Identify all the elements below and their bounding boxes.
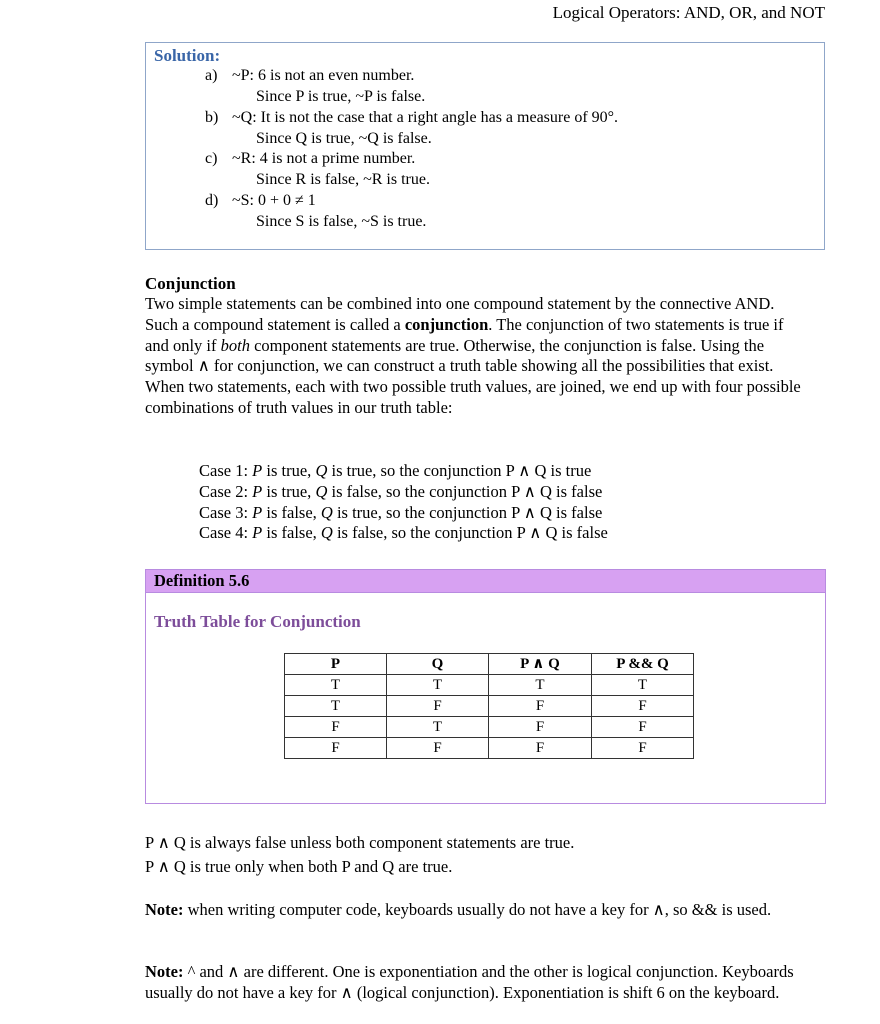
solution-item-statement: ~P: 6 is not an even number. (232, 67, 415, 84)
note-symbols (145, 962, 825, 1004)
paragraph-text: Two simple statements can be combined into one compound statement by the connective AND. Such a compound statement is called a (145, 294, 775, 334)
solution-box (145, 42, 825, 250)
table-cell: F (592, 696, 694, 717)
case-label: Case 4: (199, 523, 253, 543)
case-label: Case 1: (199, 461, 253, 480)
definition-box (145, 569, 826, 804)
summary-line-1: P ∧ Q is always false unless both component statements are true. (145, 833, 575, 852)
conjunction-paragraph (145, 294, 805, 419)
case-var-p: P (252, 502, 263, 522)
table-row (285, 675, 694, 696)
solution-item-reason: Since Q is true, ~Q is false. (256, 130, 432, 147)
table-cell: F (387, 738, 489, 759)
case-var-p: P (252, 523, 263, 543)
case-var-q: Q (315, 461, 328, 480)
case-var-q: Q (320, 502, 333, 522)
table-header-row (285, 654, 694, 675)
note-text: ^ and ∧ are different. One is exponentiation and the other is logical conjunction. Keyboards usually do not have a key for ∧ (logical conjunction). Exponentiation is shift 6 on the keyboard. (145, 962, 794, 1002)
case-text: is true, (262, 461, 316, 480)
solution-item-reason: Since S is false, ~S is true. (256, 213, 427, 230)
note-text: when writing computer code, keyboards usually do not have a key for ∧, so && is used. (183, 900, 772, 919)
table-cell: T (592, 675, 694, 696)
note-label: Note: (145, 962, 184, 981)
table-row (285, 696, 694, 717)
case-line (199, 503, 608, 524)
solution-item-statement: ~S: 0 + 0 ≠ 1 (232, 192, 316, 209)
case-var-q: Q (315, 481, 328, 501)
case-var-q: Q (320, 523, 333, 543)
paragraph-text: . The conjunction of two statements is true if and only if (145, 314, 784, 355)
case-var-p: P (252, 461, 263, 480)
table-cell: F (387, 696, 489, 717)
case-var-p: P (252, 481, 263, 501)
definition-subtitle: Truth Table for Conjunction (154, 612, 361, 631)
case-text: is false, (262, 502, 321, 522)
solution-item-reason: Since R is false, ~R is true. (256, 171, 430, 188)
case-text: is false, so the conjunction P ∧ Q is false (327, 481, 603, 501)
table-cell: T (285, 675, 387, 696)
table-cell: T (285, 696, 387, 717)
solution-item-reason: Since P is true, ~P is false. (256, 88, 426, 105)
solution-item-letter: c) (205, 150, 218, 167)
solution-item-letter: d) (205, 192, 219, 209)
note-label: Note: (145, 900, 184, 919)
case-line (199, 461, 608, 482)
table-cell: F (592, 738, 694, 759)
column-header: P ∧ Q (489, 654, 592, 675)
definition-header: Definition 5.6 (146, 570, 825, 593)
summary-line-2: P ∧ Q is true only when both P and Q are true. (145, 857, 453, 876)
solution-item-statement: ~Q: It is not the case that a right angle has a measure of 90°. (232, 109, 619, 126)
table-cell: F (592, 717, 694, 738)
table-cell: T (387, 675, 489, 696)
conjunction-term: conjunction (404, 314, 489, 334)
column-header: P && Q (592, 654, 694, 675)
case-text: is false, so the conjunction P ∧ Q is false (332, 523, 608, 543)
table-cell: T (489, 675, 592, 696)
case-line (199, 482, 608, 503)
paragraph-text: component statements are true. Otherwise, the conjunction is false. Using the symbol ∧ for conjunction, we can construct a truth table showing all the possibilities that exist. When two statements, each with two possible truth values, are joined, we end up with four possible combinations of truth values in our truth table: (145, 335, 801, 417)
case-text: is true, so the conjunction P ∧ Q is true (327, 461, 592, 480)
case-text: is false, (262, 523, 321, 543)
column-header: Q (387, 654, 489, 675)
case-text: is true, (262, 481, 316, 501)
solution-title: Solution: (154, 46, 221, 65)
case-text: is true, so the conjunction P ∧ Q is false (332, 502, 603, 522)
case-label: Case 3: (199, 502, 253, 522)
solution-item-statement: ~R: 4 is not a prime number. (232, 150, 416, 167)
cases-list (199, 461, 608, 544)
column-header: P (285, 654, 387, 675)
case-label: Case 2: (199, 481, 253, 501)
solution-item-letter: a) (205, 67, 218, 84)
table-row (285, 738, 694, 759)
page-header-title: Logical Operators: AND, OR, and NOT (552, 3, 825, 22)
table-cell: F (285, 717, 387, 738)
note-code (145, 900, 825, 921)
table-row (285, 717, 694, 738)
truth-table (284, 653, 694, 759)
table-cell: F (285, 738, 387, 759)
table-cell: F (489, 717, 592, 738)
case-line (199, 523, 608, 544)
table-cell: F (489, 696, 592, 717)
table-cell: T (387, 717, 489, 738)
table-cell: F (489, 738, 592, 759)
emphasis-both: both (220, 335, 250, 355)
solution-item-letter: b) (205, 109, 219, 126)
conjunction-heading: Conjunction (145, 274, 236, 293)
